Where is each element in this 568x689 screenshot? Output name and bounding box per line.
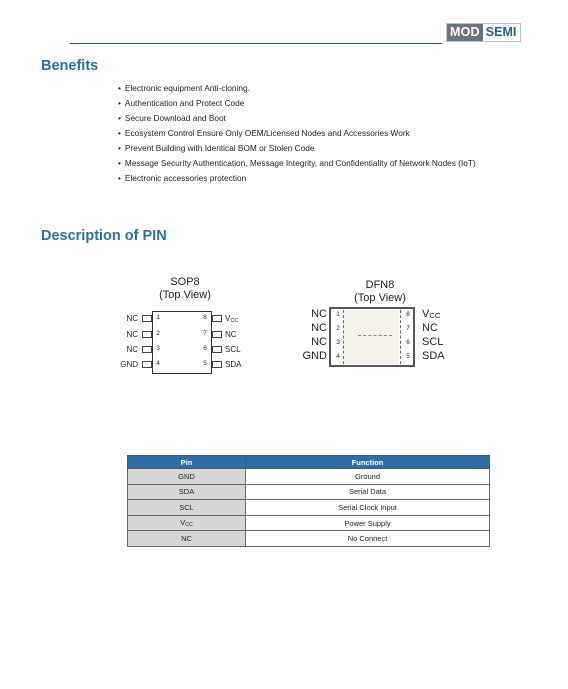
dfn8-pad-edge bbox=[400, 310, 401, 364]
sop8-pin-number: 4 bbox=[156, 360, 160, 367]
pin-cell: SDA bbox=[128, 484, 246, 500]
sop8-pin-number: 6 bbox=[203, 345, 207, 352]
dfn8-pin-label: NC bbox=[311, 336, 327, 348]
table-header-row bbox=[128, 456, 490, 469]
pin-cell: NC bbox=[128, 531, 246, 547]
logo-semi-text: SEMI bbox=[483, 24, 521, 41]
sop8-vcc-label: $V_{CC}$ bbox=[225, 314, 239, 324]
sop8-pin-stub bbox=[142, 346, 152, 353]
sop8-pin-label: SCL bbox=[225, 345, 241, 354]
sop8-view: (Top View) bbox=[159, 289, 211, 301]
dfn8-center-dash bbox=[358, 335, 392, 336]
sop8-name: SOP8 bbox=[170, 276, 200, 288]
benefits-title: Benefits bbox=[41, 58, 99, 74]
benefits-list bbox=[118, 81, 476, 186]
sop8-pin-label: NC bbox=[225, 330, 237, 339]
sop8-pin-label: NC bbox=[126, 345, 138, 354]
benefit-item: • Secure Download and Boot bbox=[118, 111, 476, 126]
table-row bbox=[128, 500, 490, 516]
dfn8-pin-number: 5 bbox=[406, 353, 410, 360]
dfn8-pin-number: 4 bbox=[336, 353, 340, 360]
benefit-item: • Authentication and Protect Code bbox=[118, 96, 476, 111]
function-cell: Ground bbox=[246, 469, 490, 485]
dfn8-pad-edge bbox=[343, 310, 344, 364]
dfn8-pin-label: NC bbox=[311, 322, 327, 334]
sop8-pin-stub bbox=[142, 361, 152, 368]
table-header-function: Function bbox=[246, 456, 490, 469]
benefit-item: • Message Security Authentication, Message Integrity, and Confidentiality of Network Nodes (IoT) bbox=[118, 156, 476, 171]
sop8-pin-stub bbox=[142, 331, 152, 338]
sop8-pin-number: 1 bbox=[156, 314, 160, 321]
table-row bbox=[128, 484, 490, 500]
benefit-item: • Electronic equipment Anti-cloning. bbox=[118, 81, 476, 96]
logo-mod-text: MOD bbox=[447, 24, 483, 41]
sop8-pin-label: NC bbox=[126, 330, 138, 339]
sop8-pin-number: 3 bbox=[156, 345, 160, 352]
sop8-pin-label: GND bbox=[120, 360, 138, 369]
modsemi-logo bbox=[446, 23, 521, 42]
sop8-pin-stub bbox=[212, 361, 222, 368]
sop8-pin-stub bbox=[212, 346, 222, 353]
dfn8-pin-number: 2 bbox=[336, 325, 340, 332]
dfn8-pin-number: 3 bbox=[336, 339, 340, 346]
pin-function-table bbox=[127, 455, 490, 547]
benefit-item: • Prevent Building with Identical BOM or Stolen Code bbox=[118, 141, 476, 156]
dfn8-pin-number: 1 bbox=[336, 311, 340, 318]
dfn8-name: DFN8 bbox=[365, 279, 395, 291]
table-row bbox=[128, 515, 490, 531]
table-row bbox=[128, 469, 490, 485]
sop8-pin-number: 7 bbox=[203, 330, 207, 337]
dfn8-pin-number: 7 bbox=[406, 325, 410, 332]
sop8-pin-label: NC bbox=[126, 314, 138, 323]
function-cell: Power Supply bbox=[246, 515, 490, 531]
dfn8-pin-label: SCL bbox=[422, 336, 444, 348]
benefit-item: • Ecosystem Control Ensure Only OEM/Licensed Nodes and Accessories Work bbox=[118, 126, 476, 141]
sop8-pin-stub bbox=[212, 315, 222, 322]
sop8-pin-label bbox=[225, 314, 238, 324]
sop8-pin-label: SDA bbox=[225, 360, 242, 369]
table-header-pin: Pin bbox=[128, 456, 246, 469]
function-cell: Serial Data bbox=[246, 484, 490, 500]
benefit-item: • Electronic accessories protection bbox=[118, 171, 476, 186]
dfn8-pin-label: SDA bbox=[422, 350, 445, 362]
dfn8-exposed-pad bbox=[344, 310, 399, 364]
function-cell: No Connect bbox=[246, 531, 490, 547]
sop8-pin-stub bbox=[142, 315, 152, 322]
dfn8-view: (Top View) bbox=[354, 292, 406, 304]
table-row bbox=[128, 531, 490, 547]
sop8-pin-stub bbox=[212, 331, 222, 338]
dfn8-pin-label: NC bbox=[422, 322, 438, 334]
dfn8-pin-label: NC bbox=[311, 308, 327, 320]
pin-cell: GND bbox=[128, 469, 246, 485]
sop8-pin-number: 8 bbox=[203, 314, 207, 321]
pin-description-title: Description of PIN bbox=[41, 228, 167, 244]
pin-cell: SCL bbox=[128, 500, 246, 516]
sop8-pin-number: 5 bbox=[203, 360, 207, 367]
pin-cell: $V_{CC}$ bbox=[128, 515, 246, 531]
dfn8-title bbox=[340, 279, 420, 305]
function-cell: Serial Clock Input bbox=[246, 500, 490, 516]
sop8-title bbox=[140, 276, 230, 302]
dfn8-pin-label: $V_{CC}$ bbox=[422, 308, 441, 320]
dfn8-pin-label: GND bbox=[302, 350, 327, 362]
dfn8-pin-number: 6 bbox=[406, 339, 410, 346]
header-rule bbox=[70, 43, 442, 44]
sop8-pin-number: 2 bbox=[156, 330, 160, 337]
dfn8-pin-number: 8 bbox=[406, 311, 410, 318]
